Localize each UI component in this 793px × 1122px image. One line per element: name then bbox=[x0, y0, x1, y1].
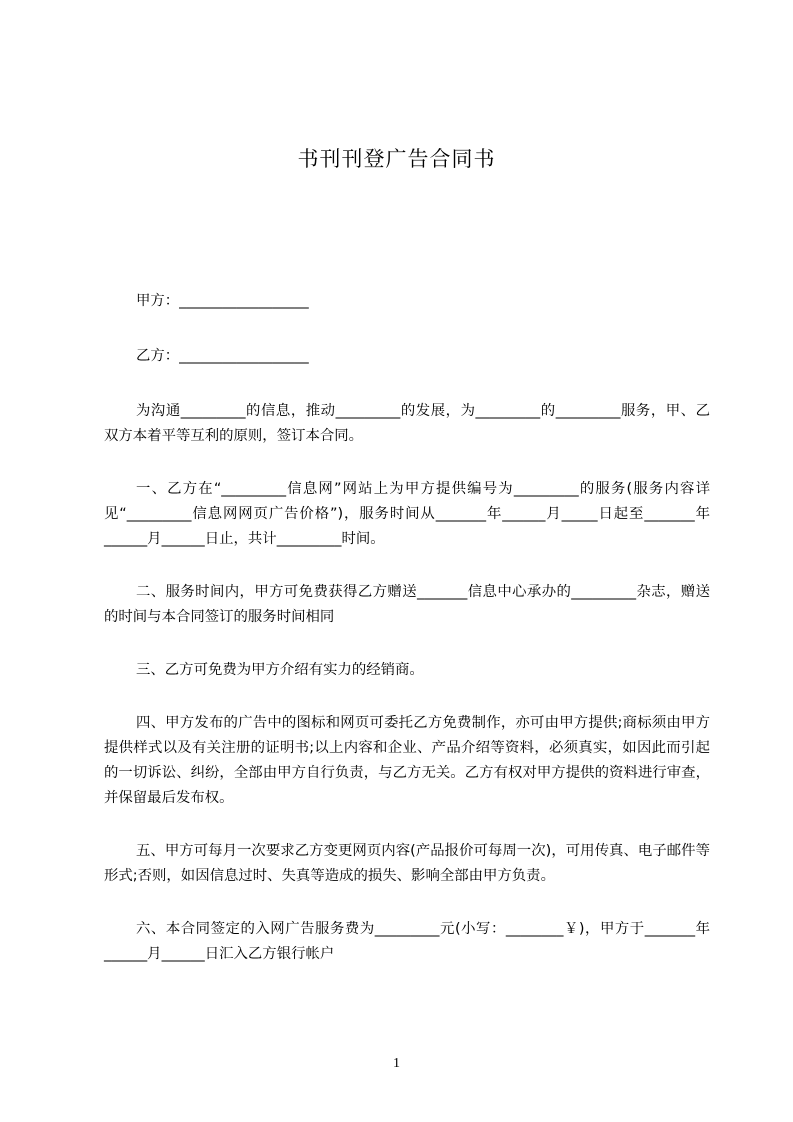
preamble-paragraph: 为沟通_________的信息，推动_________的发展，为_________的_________服务，甲、乙双方本着平等互利的原则，签订本合同。 bbox=[104, 403, 710, 444]
document-title: 书刊刊登广告合同书 bbox=[297, 147, 496, 171]
party-b-line: 乙方：__________________ bbox=[136, 348, 309, 364]
clause-2-paragraph: 二、服务时间内，甲方可免费获得乙方赠送_______信息中心承办的_________杂志，赠送的时间与本合同签订的服务时间相同 bbox=[104, 584, 710, 625]
clause-1-paragraph: 一、乙方在“_________信息网”网站上为甲方提供编号为_________的服务(服务内容详见“_________信息网网页广告价格”)，服务时间从_______年______月_____日起至_______年______月______日止，共计_________时间。 bbox=[104, 481, 710, 547]
page-number: 1 bbox=[393, 1056, 400, 1071]
clause-6-paragraph: 六、本合同签定的入网广告服务费为_________元(小写：________￥)，甲方于_______年______月______日汇入乙方银行帐户 bbox=[104, 921, 710, 962]
party-a-line: 甲方：__________________ bbox=[136, 293, 309, 309]
clause-3-paragraph: 三、乙方可免费为甲方介绍有实力的经销商。 bbox=[136, 662, 424, 678]
clause-4-paragraph: 四、甲方发布的广告中的图标和网页可委托乙方免费制作，亦可由甲方提供;商标须由甲方提供样式以及有关注册的证明书;以上内容和企业、产品介绍等资料，必须真实，如因此而引起的一切诉讼、纠纷，全部由甲方自行负责，与乙方无关。乙方有权对甲方提供的资料进行审查，并保留最后发布权。 bbox=[104, 715, 710, 806]
clause-5-paragraph: 五、甲方可每月一次要求乙方变更网页内容(产品报价可每周一次)，可用传真、电子邮件等形式;否则，如因信息过时、失真等造成的损失、影响全部由甲方负责。 bbox=[104, 843, 710, 884]
document-body bbox=[104, 289, 710, 995]
